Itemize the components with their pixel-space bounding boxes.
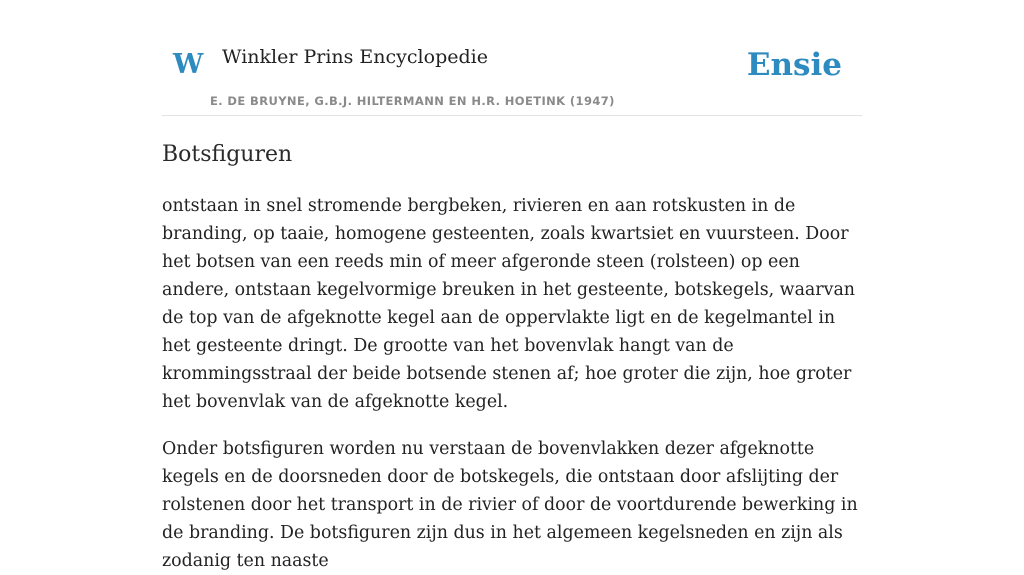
article-header [162, 0, 862, 116]
article-body [162, 192, 862, 575]
encyclopedia-logo[interactable]: W [173, 49, 204, 80]
encyclopedia-authors: E. DE BRUYNE, G.B.J. HILTERMANN EN H.R. HOETINK (1947) [210, 94, 615, 108]
encyclopedia-title[interactable]: Winkler Prins Encyclopedie [222, 46, 488, 68]
article-paragraph: Onder botsfiguren worden nu verstaan de bovenvlakken dezer afgeknotte kegels en de doorsneden door de botskegels, die ontstaan door afslijting der rolstenen door het transport in de rivier of door de voortdurende bewerking in de branding. De botsfiguren zijn dus in het algemeen kegelsneden en zijn als zodanig ten naaste [162, 439, 858, 572]
article-title: Botsfiguren [162, 142, 293, 167]
ensie-brand-logo[interactable]: Ensie [746, 47, 842, 83]
article-page [162, 0, 862, 572]
article-paragraph: ontstaan in snel stromende bergbeken, rivieren en aan rotskusten in de branding, op taaie, homogene gesteenten, zoals kwartsiet en vuursteen. Door het botsen van een reeds min of meer afgeronde steen (rolsteen) op een andere, ontstaan kegelvormige breuken in het gesteente, botskegels, waarvan de top van de afgeknotte kegel aan de oppervlakte ligt en de kegelmantel in het gesteente dringt. De grootte van het bovenvlak hangt van de krommingsstraal der beide botsende stenen af; hoe groter die zijn, hoe groter het bovenvlak van de afgeknotte kegel. [162, 196, 856, 413]
